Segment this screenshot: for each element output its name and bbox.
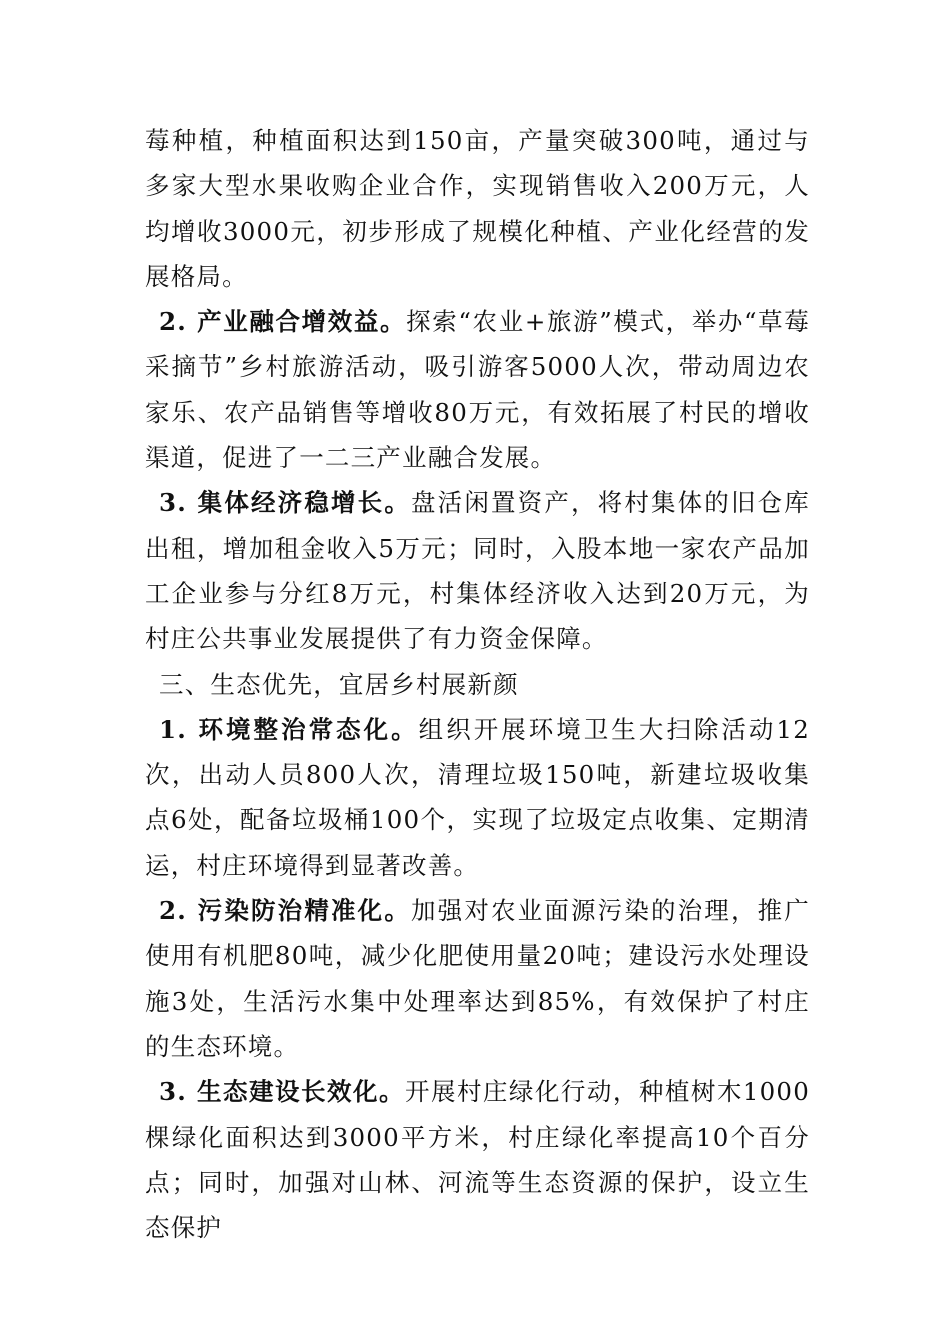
- paragraph-lead: 2. 污染防治精准化。: [159, 896, 411, 926]
- document-body: [145, 118, 810, 1250]
- paragraph-text: 组织开展环境卫生大扫除活动12次，出动人员800人次，清理垃圾150吨，新建垃圾收集点6处，配备垃圾桶100个，实现了垃圾定点收集、定期清运，村庄环境得到显著改善。: [145, 714, 810, 880]
- paragraph-text: 盘活闲置资产，将村集体的旧仓库出租，增加租金收入5万元；同时，入股本地一家农产品加工企业参与分红8万元，村集体经济收入达到20万元，为村庄公共事业发展提供了有力资金保障。: [145, 488, 811, 654]
- paragraph-strawberry-planting: [145, 118, 810, 299]
- paragraph-text: 探索“农业+旅游”模式，举办“草莓采摘节”乡村旅游活动，吸引游客5000人次，带动周边农家乐、农产品销售等增收80万元，有效拓展了村民的增收渠道，促进了一二三产业融合发展。: [145, 307, 810, 473]
- paragraph-lead: 1. 环境整治常态化。: [159, 714, 419, 744]
- paragraph-pollution: [145, 888, 810, 1069]
- paragraph-ecology: [145, 1069, 810, 1250]
- paragraph-text: 开展村庄绿化行动，种植树木1000棵绿化面积达到3000平方米，村庄绿化率提高10个百分点；同时，加强对山林、河流等生态资源的保护，设立生态保护: [145, 1077, 811, 1243]
- paragraph-industry-fusion: [145, 299, 810, 480]
- paragraph-lead: 2. 产业融合增效益。: [159, 307, 407, 337]
- paragraph-text: 莓种植，种植面积达到150亩，产量突破300吨，通过与多家大型水果收购企业合作，实现销售收入200万元，人均增收3000元，初步形成了规模化种植、产业化经营的发展格局。: [145, 126, 810, 291]
- paragraph-lead: 3. 生态建设长效化。: [159, 1077, 405, 1107]
- section-heading: 三、生态优先，宜居乡村展新颜: [159, 669, 519, 699]
- paragraph-collective-economy: [145, 480, 810, 661]
- paragraph-text: 加强对农业面源污染的治理，推广使用有机肥80吨，减少化肥使用量20吨；建设污水处理设施3处，生活污水集中处理率达到85%，有效保护了村庄的生态环境。: [145, 896, 811, 1061]
- paragraph-environment: [145, 707, 810, 888]
- paragraph-lead: 3. 集体经济稳增长。: [159, 488, 411, 518]
